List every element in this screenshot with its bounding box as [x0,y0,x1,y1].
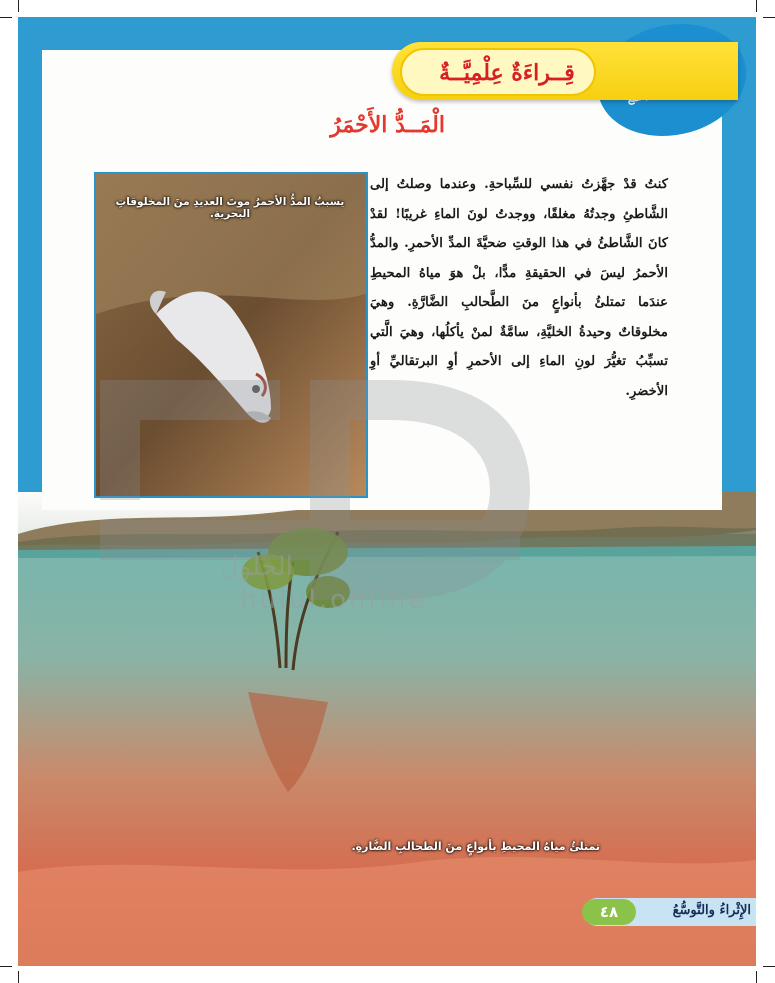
crop-mark [18,0,19,12]
article-body: كنتُ قدْ جهَّزتُ نفسي للسِّباحةِ. وعندما وصلتُ إلى الشَّاطئِ وجدتُهُ مغلقًا، ووجدتُ لونَ الماءِ غريبًا! لقدْ كانَ الشَّاطئُ في هذا الوقتِ ضحيَّةَ المدِّ الأحمرِ. والمدُّ الأحمرُ ليسَ في الحقيقةِ مدًّا، بلْ هوَ مياهُ المحيطِ عندَما تمتلئُ بأنواعٍ منَ الطَّحالبِ الضَّارَّةِ. وهيَ مخلوقاتٌ وحيدةُ الخليَّةِ، سامَّةٌ لمنْ يأكلُها، وهيَ الَّتي تسبِّبُ تغيُّرَ لونِ الماءِ إلى الأحمرِ أوِ البرتقاليِّ أوِ الأخضرِ. [370,177,668,399]
section-banner [392,42,738,100]
fish-photo-caption: يسببُ المدُّ الأحمرُ موتَ العديدِ منَ المخلوقاتِ البحريةِ. [115,196,345,220]
crop-mark [756,971,757,983]
crop-mark [0,966,12,967]
article-heading: الْمَــدُّ الأَحْمَرُ [330,112,445,138]
footer-section-label: الإِثْراءُ والتَّوسُّعُ [672,903,751,918]
watermark-latin: hulul.online [240,585,428,615]
banner-title-pill [400,48,596,96]
crop-mark [763,17,775,18]
lake-photo-caption: تمتلئُ مياهُ المحيطِ بأنواعٍ منَ الطحالبِ الضَّارةِ. [351,840,600,853]
crop-mark [18,971,19,983]
crop-mark [756,0,757,12]
crop-mark [763,966,775,967]
crop-mark [0,17,12,18]
watermark-arabic: الحلول [220,552,293,582]
page-number: ٤٨ [582,899,636,925]
banner-title: قِــراءَةٌ عِلْمِيَّــةٌ [439,60,575,86]
